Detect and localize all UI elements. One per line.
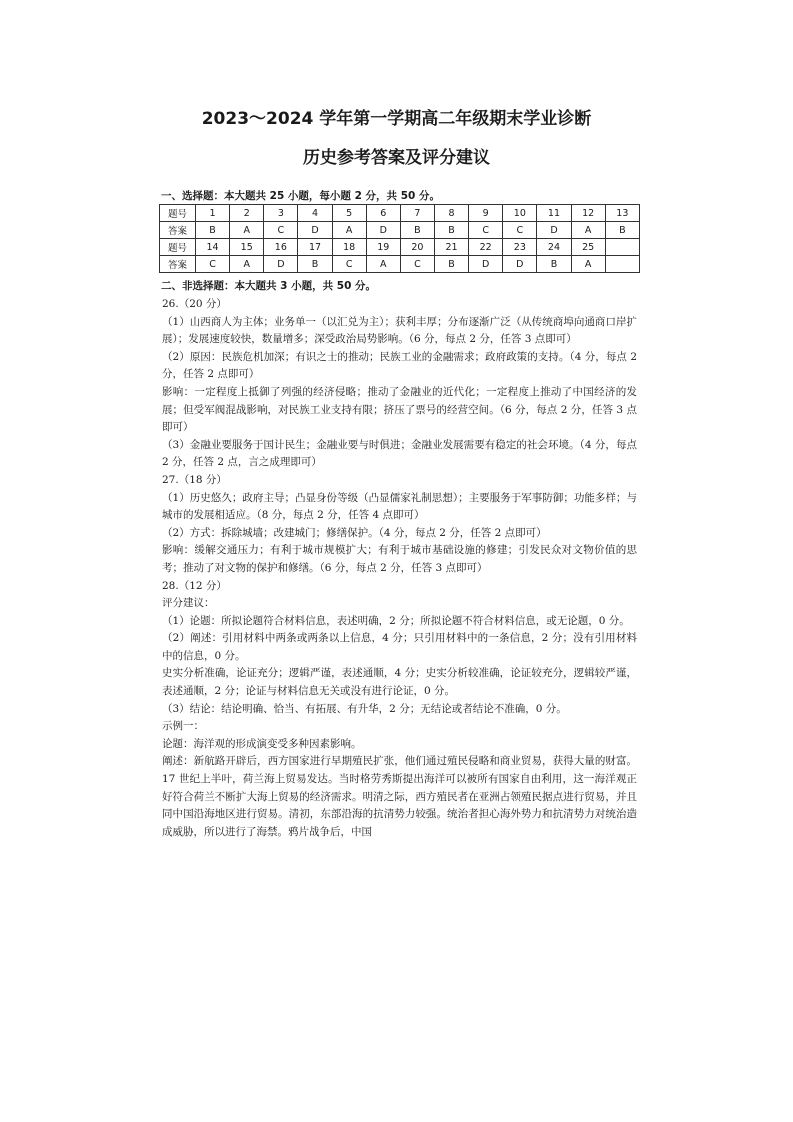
table-cell: B: [434, 222, 468, 239]
table-cell: 11: [537, 205, 571, 222]
table-cell: 17: [298, 239, 332, 256]
table-cell: C: [196, 256, 230, 273]
table-cell: [605, 239, 639, 256]
table-cell: B: [537, 256, 571, 273]
question-header: 28.（12 分）: [162, 579, 227, 592]
table-cell: C: [469, 222, 503, 239]
row-label: 答案: [160, 222, 196, 239]
row-label: 答案: [160, 256, 196, 273]
table-cell: B: [434, 256, 468, 273]
answer-paragraph: （2）方式：拆除城墙；改建城门；修缮保护。（4 分，每点 2 分，任答 2 点即可）: [162, 526, 547, 539]
table-cell: 13: [605, 205, 639, 222]
answer-paragraph: （2）原因：民族危机加深；有识之士的推动；民族工业的金融需求；政府政策的支持。（4 分，每点 2 分，任答 2 点即可）: [162, 350, 637, 381]
table-cell: 8: [434, 205, 468, 222]
table-cell: 1: [196, 205, 230, 222]
table-row: [160, 222, 640, 239]
table-cell: 6: [366, 205, 400, 222]
table-cell: D: [366, 222, 400, 239]
table-cell: A: [332, 222, 366, 239]
row-label: 题号: [160, 239, 196, 256]
table-cell: C: [400, 256, 434, 273]
table-cell: 7: [400, 205, 434, 222]
answer-paragraph: （3）金融业要服务于国计民生；金融业要与时俱进；金融业发展需要有稳定的社会环境。（4 分，每点 2 分，任答 2 点，言之成理即可）: [162, 438, 637, 469]
table-cell: B: [196, 222, 230, 239]
table-cell: D: [264, 256, 298, 273]
table-cell: 3: [264, 205, 298, 222]
table-cell: 21: [434, 239, 468, 256]
table-cell: [605, 256, 639, 273]
table-cell: A: [571, 256, 605, 273]
answer-table: [159, 204, 640, 273]
answer-paragraph: （1）历史悠久；政府主导；凸显身份等级（凸显儒家礼制思想）；主要服务于军事防御；功能多样；与城市的发展相适应。（8 分，每点 2 分，任答 4 点即可）: [162, 491, 637, 522]
table-cell: B: [298, 256, 332, 273]
answer-paragraph: （1）山西商人为主体；业务单一（以汇兑为主）；获利丰厚；分布逐渐广泛（从传统商埠向通商口岸扩展）；发展速度较快，数量增多；深受政治局势影响。（6 分，每点 2 分，任答 3 点即可）: [162, 315, 637, 346]
table-cell: A: [230, 256, 264, 273]
table-cell: B: [400, 222, 434, 239]
table-cell: A: [366, 256, 400, 273]
table-cell: D: [503, 256, 537, 273]
table-cell: 25: [571, 239, 605, 256]
table-cell: 18: [332, 239, 366, 256]
table-cell: 4: [298, 205, 332, 222]
table-cell: 24: [537, 239, 571, 256]
table-cell: A: [571, 222, 605, 239]
answer-paragraph: （3）结论：结论明确、恰当、有拓展、有升华，2 分；无结论或者结论不准确，0 分。: [162, 702, 567, 715]
row-label: 题号: [160, 205, 196, 222]
answer-paragraph: （2）阐述：引用材料中两条或两条以上信息，4 分；只引用材料中的一条信息，2 分；没有引用材料中的信息，0 分。: [162, 632, 637, 662]
document-subtitle: 历史参考答案及评分建议: [303, 148, 490, 168]
table-cell: 23: [503, 239, 537, 256]
table-cell: C: [264, 222, 298, 239]
table-cell: B: [605, 222, 639, 239]
section-heading-nonchoice: 二、非选择题：本大题共 3 小题，共 50 分。: [161, 280, 377, 292]
question-header: 27.（18 分）: [162, 473, 227, 486]
table-cell: A: [230, 222, 264, 239]
answer-paragraph: 评分建议：: [162, 597, 215, 610]
table-cell: 5: [332, 205, 366, 222]
table-cell: 19: [366, 239, 400, 256]
table-row: [160, 239, 640, 256]
answer-paragraph: 论题：海洋观的形成演变受多种因素影响。: [162, 737, 362, 750]
table-cell: 10: [503, 205, 537, 222]
answer-paragraph: 示例一：: [162, 720, 204, 733]
table-cell: 15: [230, 239, 264, 256]
table-cell: 12: [571, 205, 605, 222]
table-cell: 22: [469, 239, 503, 256]
answer-paragraph: （1）论题：所拟论题符合材料信息，表述明确，2 分；所拟论题不符合材料信息，或无论题，0 分。: [162, 614, 630, 627]
answer-paragraph: 影响：一定程度上抵御了列强的经济侵略；推动了金融业的近代化；一定程度上推动了中国经济的发展；但受军阀混战影响，对民族工业支持有限；挤压了票号的经营空间。（6 分，每点 2 分，任答 3 点即可）: [162, 385, 637, 434]
table-cell: 14: [196, 239, 230, 256]
question-header: 26.（20 分）: [162, 298, 227, 310]
table-cell: D: [298, 222, 332, 239]
table-cell: 20: [400, 239, 434, 256]
table-cell: 2: [230, 205, 264, 222]
table-cell: D: [537, 222, 571, 239]
answer-paragraph: 影响：缓解交通压力；有利于城市规模扩大；有利于城市基础设施的修建；引发民众对文物价值的思考；推动了对文物的保护和修缮。（6 分，每点 2 分，任答 3 点即可）: [162, 544, 637, 574]
document-title: 2023～2024 学年第一学期高二年级期末学业诊断: [201, 109, 592, 129]
table-row: [160, 205, 640, 222]
table-cell: 16: [264, 239, 298, 256]
table-row: [160, 256, 640, 273]
answer-body: [162, 296, 637, 841]
table-cell: C: [503, 222, 537, 239]
answer-paragraph: 史实分析准确，论证充分；逻辑严谨，表述通顺，4 分；史实分析较准确，论证较充分，逻辑较严谨，表述通顺，2 分；论证与材料信息无关或没有进行论证，0 分。: [162, 667, 637, 698]
table-cell: D: [469, 256, 503, 273]
section-heading-choice: 一、选择题：本大题共 25 小题，每小题 2 分，共 50 分。: [161, 190, 440, 202]
answer-paragraph: 阐述：新航路开辟后，西方国家进行早期殖民扩张，他们通过殖民侵略和商业贸易，获得大量的财富。17 世纪上半叶，荷兰海上贸易发达。当时格劳秀斯提出海洋可以被所有国家自由利用，这一海洋观正好符合荷兰不断扩大海上贸易的经济需求。明清之际，西方殖民者在亚洲占领殖民据点进行贸易，并且同中国沿海地区进行贸易。清初，东部沿海的抗清势力较强。统治者担心海外势力和抗清势力对统治造成威胁，所以进行了海禁。鸦片战争后，中国: [162, 755, 637, 838]
table-cell: C: [332, 256, 366, 273]
table-cell: 9: [469, 205, 503, 222]
